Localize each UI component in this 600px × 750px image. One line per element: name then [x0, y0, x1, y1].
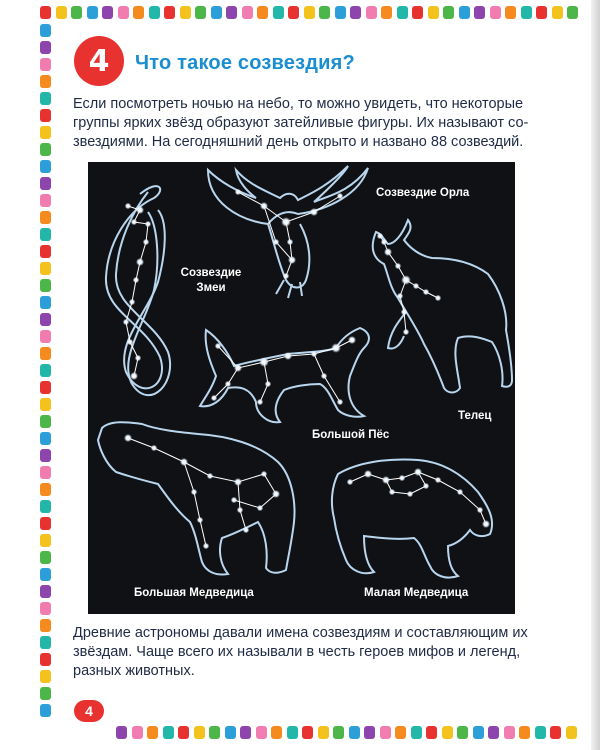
decorative-square — [40, 602, 51, 615]
star — [129, 299, 135, 305]
decorative-square — [40, 160, 51, 173]
star — [127, 339, 133, 345]
label-big-dog: Большой Пёс — [312, 429, 390, 441]
decorative-square — [40, 415, 51, 428]
decorative-square — [40, 6, 51, 19]
decorative-square — [349, 726, 360, 739]
decorative-square — [180, 6, 191, 19]
star — [191, 489, 197, 495]
decorative-square — [242, 6, 253, 19]
decorative-square — [40, 687, 51, 700]
star — [457, 489, 463, 495]
decorative-square — [164, 6, 175, 19]
decorative-square — [40, 126, 51, 139]
decorative-square — [209, 726, 220, 739]
star — [381, 239, 387, 245]
star — [207, 473, 213, 479]
decorative-square — [40, 534, 51, 547]
star — [364, 470, 372, 478]
decorative-square — [87, 6, 98, 19]
label-serpent-line: Созвездие — [180, 267, 242, 279]
serpent-lines — [126, 206, 148, 376]
star — [234, 478, 242, 486]
decorative-square — [40, 313, 51, 326]
decorative-square — [194, 726, 205, 739]
star — [145, 221, 151, 227]
decorative-square — [397, 6, 408, 19]
decorative-square — [40, 262, 51, 275]
decorative-square — [40, 568, 51, 581]
decorative-square — [40, 24, 51, 37]
star — [281, 217, 291, 227]
star — [151, 445, 157, 451]
label-eagle: Созвездие Орла — [376, 187, 470, 199]
outro-line: разных животных. — [73, 663, 195, 679]
label-serpent — [176, 266, 246, 296]
star — [399, 475, 405, 481]
decorative-square — [318, 726, 329, 739]
star — [482, 520, 490, 528]
star — [407, 491, 413, 497]
star-points — [123, 189, 490, 549]
star — [477, 507, 483, 513]
decorative-square — [459, 6, 470, 19]
star — [133, 277, 139, 283]
label-great-bear: Большая Медведица — [134, 587, 254, 599]
decorative-square — [40, 449, 51, 462]
outro-line: Древние астрономы давали имена созвездиям и составляющим их — [73, 625, 528, 641]
star — [423, 289, 429, 295]
decorative-square — [395, 726, 406, 739]
star — [337, 193, 343, 199]
decorative-square — [319, 6, 330, 19]
decorative-square — [102, 6, 113, 19]
star — [321, 373, 327, 379]
decorative-square — [567, 6, 578, 19]
big-dog-figure — [200, 328, 369, 422]
star — [397, 293, 403, 299]
decorative-square — [116, 726, 127, 739]
decorative-square — [442, 726, 453, 739]
star — [136, 258, 144, 266]
decorative-square — [71, 6, 82, 19]
serpent-figure — [106, 186, 170, 395]
decorative-square — [40, 653, 51, 666]
decorative-square — [40, 619, 51, 632]
decorative-square — [428, 6, 439, 19]
star — [143, 239, 149, 245]
decorative-square — [147, 726, 158, 739]
decorative-square — [40, 364, 51, 377]
decorative-square — [473, 726, 484, 739]
decorative-square — [178, 726, 189, 739]
star — [273, 239, 279, 245]
decorative-square — [566, 726, 577, 739]
star — [283, 273, 289, 279]
decorative-square — [381, 6, 392, 19]
star — [423, 483, 429, 489]
decorative-square — [40, 245, 51, 258]
decorative-square — [350, 6, 361, 19]
decorative-square — [411, 726, 422, 739]
decorative-square — [40, 483, 51, 496]
label-serpent-line: Змеи — [196, 282, 226, 294]
decorative-square — [288, 6, 299, 19]
decorative-square — [257, 6, 268, 19]
star — [211, 395, 217, 401]
star — [395, 263, 401, 269]
great-bear-figure — [98, 422, 294, 574]
label-little-bear: Малая Медведица — [364, 587, 469, 599]
star — [124, 434, 132, 442]
star — [384, 248, 392, 256]
star — [435, 295, 441, 301]
decorative-square — [40, 381, 51, 394]
star — [382, 476, 390, 484]
decorative-square — [149, 6, 160, 19]
decorative-square — [519, 726, 530, 739]
decorative-square — [40, 194, 51, 207]
decorative-square — [333, 726, 344, 739]
page-number: 4 — [74, 700, 104, 722]
decorative-square — [412, 6, 423, 19]
decorative-square — [40, 432, 51, 445]
star — [272, 490, 280, 498]
decorative-square — [40, 41, 51, 54]
decorative-square — [240, 726, 251, 739]
decorative-square — [40, 670, 51, 683]
outro-paragraph — [73, 624, 543, 681]
star — [435, 477, 441, 483]
decorative-square — [40, 517, 51, 530]
decorative-square — [40, 347, 51, 360]
decorative-square — [364, 726, 375, 739]
decorative-square — [443, 6, 454, 19]
decorative-square — [304, 6, 315, 19]
star — [243, 527, 249, 533]
decorative-square — [552, 6, 563, 19]
decorative-square — [40, 704, 51, 717]
decorative-square — [488, 726, 499, 739]
star — [311, 351, 317, 357]
star — [123, 319, 129, 325]
star — [348, 336, 356, 344]
star — [225, 381, 231, 387]
decorative-square — [474, 6, 485, 19]
star — [130, 372, 138, 380]
great-bear-lines — [128, 438, 276, 546]
star — [237, 507, 243, 513]
decorative-square — [133, 6, 144, 19]
constellation-illustration — [88, 162, 515, 614]
star — [234, 364, 242, 372]
decorative-square — [505, 6, 516, 19]
decorative-square — [521, 6, 532, 19]
intro-line: Если посмотреть ночью на небо, то можно увидеть, что некоторые — [73, 96, 524, 112]
star — [231, 497, 237, 503]
star — [197, 517, 203, 523]
decorative-square — [40, 228, 51, 241]
decorative-square — [536, 6, 547, 19]
decorative-square — [40, 177, 51, 190]
constellation-figures — [88, 162, 515, 614]
decorative-square — [273, 6, 284, 19]
decorative-square — [132, 726, 143, 739]
decorative-square — [211, 6, 222, 19]
decorative-square — [118, 6, 129, 19]
star — [288, 256, 296, 264]
decorative-square — [40, 143, 51, 156]
decorative-square — [40, 330, 51, 343]
star — [215, 343, 221, 349]
decorative-square — [457, 726, 468, 739]
star — [180, 458, 188, 466]
star — [337, 399, 343, 405]
star — [235, 189, 241, 195]
star — [310, 208, 318, 216]
star — [257, 399, 263, 405]
intro-paragraph — [73, 95, 543, 152]
star — [257, 505, 263, 511]
decorative-square — [40, 636, 51, 649]
decorative-square — [271, 726, 282, 739]
outro-line: звёздам. Чаще всего их называли в честь героев мифов и легенд, — [73, 644, 521, 660]
star — [135, 355, 141, 361]
star — [284, 352, 292, 360]
decorative-square — [40, 296, 51, 309]
decorative-square — [380, 726, 391, 739]
star — [401, 275, 411, 285]
star — [261, 471, 267, 477]
star — [203, 543, 209, 549]
star — [414, 468, 422, 476]
decorative-square — [40, 500, 51, 513]
decorative-square — [163, 726, 174, 739]
decorative-square — [226, 6, 237, 19]
little-bear-figure — [332, 460, 492, 578]
taurus-figure — [373, 220, 512, 393]
decorative-square — [225, 726, 236, 739]
decorative-square — [550, 726, 561, 739]
star — [287, 239, 293, 245]
section-title: Что такое созвездия? — [135, 52, 355, 74]
page-edge-shadow — [591, 0, 600, 750]
decorative-square — [56, 6, 67, 19]
star — [403, 329, 409, 335]
star — [136, 206, 144, 214]
decorative-square — [335, 6, 346, 19]
eagle-lines — [238, 192, 340, 276]
intro-line: группы ярких звёзд образуют затейливые фигуры. Их называют со- — [73, 115, 529, 131]
decorative-square — [40, 466, 51, 479]
decorative-square — [40, 551, 51, 564]
decorative-square — [287, 726, 298, 739]
decorative-square — [195, 6, 206, 19]
decorative-square — [40, 211, 51, 224]
star — [259, 357, 269, 367]
star — [413, 283, 419, 289]
star — [389, 489, 395, 495]
star — [331, 343, 341, 353]
decorative-square — [40, 279, 51, 292]
decorative-square — [504, 726, 515, 739]
decorative-square — [302, 726, 313, 739]
decorative-square — [40, 92, 51, 105]
star — [401, 309, 407, 315]
decorative-square — [40, 109, 51, 122]
decorative-square — [40, 398, 51, 411]
star — [347, 479, 353, 485]
decorative-square — [40, 75, 51, 88]
section-number-badge: 4 — [74, 36, 124, 86]
decorative-square — [490, 6, 501, 19]
decorative-square — [40, 585, 51, 598]
decorative-square — [535, 726, 546, 739]
decorative-square — [40, 58, 51, 71]
intro-line: звездиями. На сегодняшний день открыто и названо 88 созвездий. — [73, 134, 524, 150]
star — [131, 219, 137, 225]
star — [377, 233, 383, 239]
star — [125, 203, 131, 209]
decorative-square — [256, 726, 267, 739]
decorative-square — [426, 726, 437, 739]
label-taurus: Телец — [458, 410, 492, 422]
decorative-square — [366, 6, 377, 19]
star — [260, 202, 268, 210]
star — [265, 381, 271, 387]
